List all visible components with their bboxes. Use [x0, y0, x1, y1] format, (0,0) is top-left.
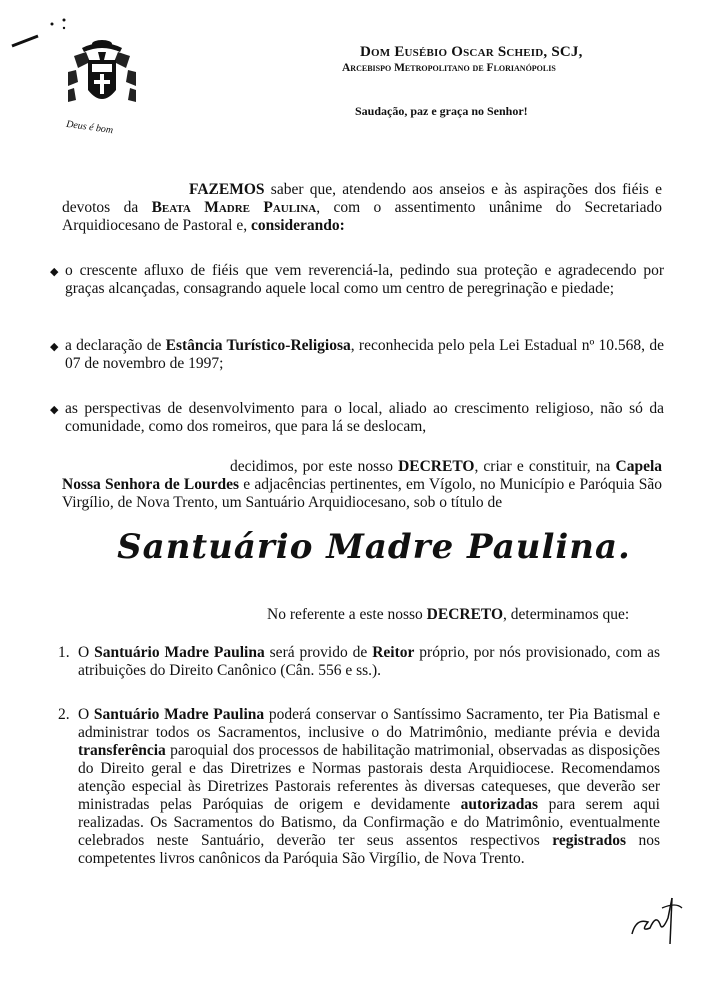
decree-post: e adjacências pertinentes, em Vígolo, no Município e Paróquia São Virgílio, de Nova Trento, um Santuário Arquidiocesano, sob o título de: [62, 476, 662, 511]
referente-pre: No referente a este nosso: [267, 606, 427, 623]
beata-name: Beata Madre Paulina: [151, 199, 317, 216]
decreto-label: DECRETO: [398, 458, 475, 475]
considering-text-2: [65, 337, 664, 373]
item-2-t2: paroquial dos processos de habilitação matrimonial, observadas as disposições do Direito geral e das Diretrizes e Normas pastorais desta Arquidiocese. Recomendamos atenção especial às Diretrizes Pastorais referentes às diversas catequeses, que deverão ser ministradas pelas Paróquias de origem e devidamente: [78, 742, 660, 813]
item-1-mid: será provido de: [264, 644, 373, 661]
decree-mid: , criar e constituir, na: [474, 458, 616, 475]
item-2-autorizadas: autorizadas: [460, 796, 539, 813]
diamond-bullet-icon: ◆: [50, 341, 59, 353]
item-number: 1.: [58, 644, 70, 661]
considering-item-1: [50, 262, 664, 298]
item-1-santuario: Santuário Madre Paulina: [94, 644, 265, 661]
item-1-pre: O: [78, 644, 95, 661]
referente-line: [267, 606, 629, 624]
considerando-label: considerando:: [250, 217, 345, 234]
item-1-reitor: Reitor: [372, 644, 415, 661]
item-1-post: próprio, por nós provisionado, com as atribuições do Direito Canônico (Cân. 556 e ss.).: [78, 644, 661, 679]
determination-item-2: [58, 706, 660, 868]
item-2-text: [78, 706, 660, 868]
item-2-t4: nos competentes livros canônicos da Paróquia São Virgílio, de Nova Trento.: [78, 832, 660, 867]
item-2-santuario: Santuário Madre Paulina: [93, 706, 265, 723]
item-2-t3: para serem aqui realizadas. Os Sacramentos do Batismo, da Confirmação e do Matrimônio, eventualmente celebrados neste Santuário, deverão ter seus assentos respectivos: [78, 796, 660, 849]
sanctuary-title: Santuário Madre Paulina.: [117, 527, 631, 567]
item-number: 2.: [58, 706, 70, 723]
archbishop-title: Arcebispo Metropolitano de Florianópolis: [342, 62, 556, 74]
considering-text-3: as perspectivas de desenvolvimento para o local, aliado ao crescimento religioso, não só da comunidade, como dos romeiros, que para lá se deslocam,: [65, 400, 664, 435]
decree-pre: decidimos, por este nosso: [230, 458, 399, 475]
intro-text-1: saber que, atendendo aos anseios e às aspirações dos fiéis e devotos da: [62, 181, 662, 216]
considering-item-3: [50, 400, 664, 436]
item-1-text: [78, 644, 660, 680]
considering-2-pre: a declaração de: [65, 337, 166, 354]
estancia-label: Estância Turístico-Religiosa: [165, 337, 351, 354]
determination-item-1: [58, 644, 660, 680]
considering-text-1: o crescente afluxo de fiéis que vem reverenciá-la, pedindo sua proteção e agradecendo por graças alcançadas, consagrando aquele local como um centro de peregrinação e piedade;: [65, 262, 664, 297]
intro-lead: FAZEMOS: [189, 181, 265, 198]
item-2-t1: poderá conservar o Santíssimo Sacramento, ter Pia Batismal e administrar todos os Sacramentos, inclusive o do Matrimônio, mediante prévia e devida: [78, 706, 660, 741]
decree-paragraph: [62, 458, 662, 512]
coat-of-arms-icon: [62, 38, 142, 116]
diamond-bullet-icon: ◆: [50, 266, 59, 278]
decreto-label-2: DECRETO: [426, 606, 504, 623]
pen-mark-icon: [8, 14, 68, 54]
capela-label: Capela Nossa Senhora de Lourdes: [62, 458, 663, 493]
signature-icon: [626, 888, 686, 948]
intro-text-2: , com o assentimento unânime do Secretariado Arquidiocesano de Pastoral e,: [62, 199, 662, 234]
intro-paragraph: [62, 181, 662, 235]
item-2-pre: O: [78, 706, 94, 723]
considering-item-2: [50, 337, 664, 373]
item-2-transferencia: transferência: [78, 742, 166, 759]
greeting: Saudação, paz e graça no Senhor!: [355, 104, 528, 118]
item-2-registrados: registrados: [552, 832, 627, 849]
considering-2-post: , reconhecida pelo pela Lei Estadual nº 10.568, de 07 de novembro de 1997;: [65, 337, 664, 372]
archbishop-name: Dom Eusébio Oscar Scheid, SCJ,: [360, 44, 583, 60]
referente-post: , determinamos que:: [503, 606, 630, 623]
diamond-bullet-icon: ◆: [50, 404, 59, 416]
coat-of-arms-motto: Deus é bom: [65, 118, 114, 137]
